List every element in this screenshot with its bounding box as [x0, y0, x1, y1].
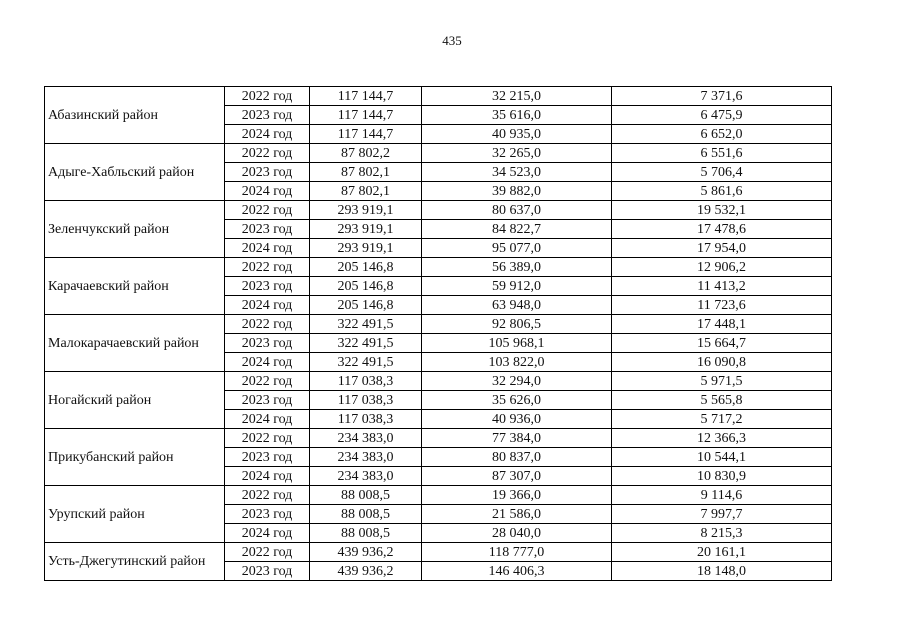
- value-1-cell: 322 491,5: [310, 334, 422, 353]
- value-3-cell: 5 565,8: [612, 391, 832, 410]
- region-name-cell: Ногайский район: [45, 372, 225, 429]
- year-cell: 2023 год: [225, 163, 310, 182]
- region-name-cell: Усть-Джегутинский район: [45, 543, 225, 581]
- region-name-cell: Прикубанский район: [45, 429, 225, 486]
- value-3-cell: 17 954,0: [612, 239, 832, 258]
- region-name-cell: Адыге-Хабльский район: [45, 144, 225, 201]
- value-1-cell: 234 383,0: [310, 448, 422, 467]
- value-1-cell: 439 936,2: [310, 562, 422, 581]
- value-3-cell: 12 906,2: [612, 258, 832, 277]
- value-3-cell: 5 971,5: [612, 372, 832, 391]
- year-cell: 2022 год: [225, 372, 310, 391]
- value-2-cell: 63 948,0: [422, 296, 612, 315]
- table-row: [45, 372, 832, 391]
- value-2-cell: 59 912,0: [422, 277, 612, 296]
- year-cell: 2023 год: [225, 448, 310, 467]
- value-3-cell: 12 366,3: [612, 429, 832, 448]
- value-3-cell: 5 861,6: [612, 182, 832, 201]
- value-1-cell: 293 919,1: [310, 201, 422, 220]
- table-row: [45, 87, 832, 106]
- year-cell: 2023 год: [225, 391, 310, 410]
- year-cell: 2022 год: [225, 258, 310, 277]
- value-3-cell: 16 090,8: [612, 353, 832, 372]
- value-3-cell: 19 532,1: [612, 201, 832, 220]
- year-cell: 2022 год: [225, 315, 310, 334]
- value-2-cell: 34 523,0: [422, 163, 612, 182]
- value-2-cell: 35 626,0: [422, 391, 612, 410]
- value-2-cell: 80 837,0: [422, 448, 612, 467]
- value-3-cell: 5 717,2: [612, 410, 832, 429]
- value-3-cell: 6 475,9: [612, 106, 832, 125]
- value-2-cell: 19 366,0: [422, 486, 612, 505]
- value-3-cell: 11 413,2: [612, 277, 832, 296]
- year-cell: 2022 год: [225, 144, 310, 163]
- value-1-cell: 88 008,5: [310, 486, 422, 505]
- year-cell: 2022 год: [225, 87, 310, 106]
- year-cell: 2023 год: [225, 505, 310, 524]
- year-cell: 2024 год: [225, 182, 310, 201]
- year-cell: 2022 год: [225, 543, 310, 562]
- value-2-cell: 105 968,1: [422, 334, 612, 353]
- year-cell: 2024 год: [225, 125, 310, 144]
- region-name-cell: Карачаевский район: [45, 258, 225, 315]
- value-3-cell: 7 997,7: [612, 505, 832, 524]
- value-1-cell: 88 008,5: [310, 505, 422, 524]
- year-cell: 2022 год: [225, 429, 310, 448]
- value-2-cell: 118 777,0: [422, 543, 612, 562]
- value-1-cell: 117 144,7: [310, 87, 422, 106]
- region-name-cell: Зеленчукский район: [45, 201, 225, 258]
- value-1-cell: 87 802,1: [310, 182, 422, 201]
- year-cell: 2024 год: [225, 410, 310, 429]
- table-row: [45, 543, 832, 562]
- year-cell: 2023 год: [225, 562, 310, 581]
- value-2-cell: 77 384,0: [422, 429, 612, 448]
- value-3-cell: 7 371,6: [612, 87, 832, 106]
- value-3-cell: 10 830,9: [612, 467, 832, 486]
- value-1-cell: 117 038,3: [310, 410, 422, 429]
- page-number: 435: [442, 33, 462, 48]
- value-2-cell: 40 936,0: [422, 410, 612, 429]
- year-cell: 2024 год: [225, 296, 310, 315]
- table-row: [45, 429, 832, 448]
- value-3-cell: 18 148,0: [612, 562, 832, 581]
- year-cell: 2023 год: [225, 106, 310, 125]
- budget-table: [44, 86, 832, 581]
- table-row: [45, 258, 832, 277]
- value-3-cell: 15 664,7: [612, 334, 832, 353]
- value-2-cell: 95 077,0: [422, 239, 612, 258]
- year-cell: 2024 год: [225, 524, 310, 543]
- value-1-cell: 234 383,0: [310, 467, 422, 486]
- value-2-cell: 32 265,0: [422, 144, 612, 163]
- value-2-cell: 103 822,0: [422, 353, 612, 372]
- value-3-cell: 5 706,4: [612, 163, 832, 182]
- value-1-cell: 87 802,1: [310, 163, 422, 182]
- year-cell: 2023 год: [225, 334, 310, 353]
- value-2-cell: 32 294,0: [422, 372, 612, 391]
- value-3-cell: 20 161,1: [612, 543, 832, 562]
- region-name-cell: Абазинский район: [45, 87, 225, 144]
- value-1-cell: 322 491,5: [310, 353, 422, 372]
- value-2-cell: 28 040,0: [422, 524, 612, 543]
- value-3-cell: 6 652,0: [612, 125, 832, 144]
- table-row: [45, 486, 832, 505]
- year-cell: 2024 год: [225, 467, 310, 486]
- value-1-cell: 117 144,7: [310, 106, 422, 125]
- value-1-cell: 439 936,2: [310, 543, 422, 562]
- value-2-cell: 40 935,0: [422, 125, 612, 144]
- year-cell: 2024 год: [225, 239, 310, 258]
- year-cell: 2022 год: [225, 201, 310, 220]
- value-1-cell: 117 038,3: [310, 372, 422, 391]
- value-2-cell: 56 389,0: [422, 258, 612, 277]
- value-2-cell: 21 586,0: [422, 505, 612, 524]
- year-cell: 2023 год: [225, 220, 310, 239]
- value-3-cell: 17 448,1: [612, 315, 832, 334]
- table-row: [45, 201, 832, 220]
- value-2-cell: 80 637,0: [422, 201, 612, 220]
- value-1-cell: 234 383,0: [310, 429, 422, 448]
- value-2-cell: 92 806,5: [422, 315, 612, 334]
- value-1-cell: 117 144,7: [310, 125, 422, 144]
- value-1-cell: 117 038,3: [310, 391, 422, 410]
- value-1-cell: 87 802,2: [310, 144, 422, 163]
- table-body: [45, 87, 832, 581]
- value-1-cell: 205 146,8: [310, 277, 422, 296]
- value-2-cell: 84 822,7: [422, 220, 612, 239]
- value-3-cell: 10 544,1: [612, 448, 832, 467]
- value-1-cell: 322 491,5: [310, 315, 422, 334]
- value-3-cell: 17 478,6: [612, 220, 832, 239]
- value-3-cell: 6 551,6: [612, 144, 832, 163]
- year-cell: 2024 год: [225, 353, 310, 372]
- value-1-cell: 293 919,1: [310, 239, 422, 258]
- value-2-cell: 39 882,0: [422, 182, 612, 201]
- region-name-cell: Малокарачаевский район: [45, 315, 225, 372]
- value-1-cell: 293 919,1: [310, 220, 422, 239]
- table-row: [45, 315, 832, 334]
- value-2-cell: 32 215,0: [422, 87, 612, 106]
- region-name-cell: Урупский район: [45, 486, 225, 543]
- value-2-cell: 146 406,3: [422, 562, 612, 581]
- value-2-cell: 87 307,0: [422, 467, 612, 486]
- value-3-cell: 11 723,6: [612, 296, 832, 315]
- year-cell: 2022 год: [225, 486, 310, 505]
- value-1-cell: 205 146,8: [310, 296, 422, 315]
- value-2-cell: 35 616,0: [422, 106, 612, 125]
- value-3-cell: 9 114,6: [612, 486, 832, 505]
- table-row: [45, 144, 832, 163]
- value-3-cell: 8 215,3: [612, 524, 832, 543]
- year-cell: 2023 год: [225, 277, 310, 296]
- value-1-cell: 205 146,8: [310, 258, 422, 277]
- value-1-cell: 88 008,5: [310, 524, 422, 543]
